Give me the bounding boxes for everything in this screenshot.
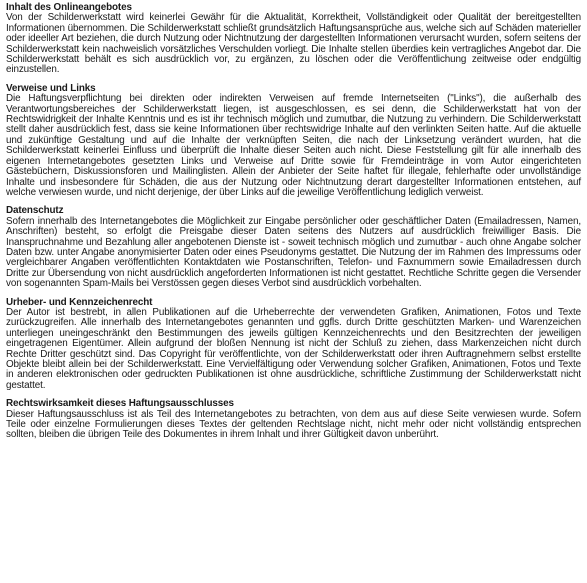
section-online-content — [6, 3, 581, 76]
section-data-privacy — [6, 206, 581, 289]
section-paragraph: Dieser Haftungsausschluss ist als Teil des Internetangebotes zu betrachten, von dem aus auf diese Seite verwiesen wurde. Sofern Teile oder einzelne Formulierungen dieses Textes der geltenden Rechtslage nicht, nicht mehr oder nicht vollständig entsprechen sollten, bleiben die übrigen Teile des Dokumentes in ihrem Inhalt und ihrer Gültigkeit davon unberührt. — [6, 408, 581, 441]
section-heading: Verweise und Links — [6, 82, 96, 94]
section-copyright-trademark — [6, 298, 581, 392]
section-paragraph: Der Autor ist bestrebt, in allen Publikationen auf die Urheberrechte der verwendeten Grafiken, Animationen, Fotos und Texte zurückzugreifen. Alle innerhalb des Internetangebotes genannten und ggfls. durch Dritte geschützten Marken- und Warenzeichen unterliegen uneingeschränkt den Bestimmungen des jeweils gültigen Kennzeichenrechts und den Besitzrechten der jeweiligen eingetragenen Eigentümer. Allein aufgrund der bloßen Nennung ist nicht der Schluß zu ziehen, dass Markenzeichen nicht durch Rechte Dritter geschützt sind. Das Copyright für veröffentlichte, von der Schilderwerkstatt oder ihren Auftragnehmern selbst erstellte Objekte bleibt allein bei der Schilderwerkstatt. Eine Vervielfältigung oder Verwendung solcher Grafiken, Animationen, Fotos und Texte in anderen elektronischen oder gedruckten Publikationen ist ohne ausdrückliche, schriftliche Zustimmung der Schilderwerkstatt nicht gestattet. — [6, 306, 581, 391]
section-heading: Inhalt des Onlineangebotes — [6, 2, 132, 13]
section-paragraph: Sofern innerhalb des Internetangebotes die Möglichkeit zur Eingabe persönlicher oder geschäftlicher Daten (Emailadressen, Namen, Anschriften) besteht, so erfolgt die Preisgabe dieser Daten seitens des Nutzers auf ausdrücklich freiwilliger Basis. Die Inanspruchnahme und Bezahlung aller angebotenen Dienste ist - soweit technisch möglich und zumutbar - auch ohne Angabe solcher Daten bzw. unter Angabe anonymisierter Daten oder eines Pseudonyms gestattet. Die Nutzung der im Rahmen des Impressums oder vergleichbarer Angaben veröffentlichten Kontaktdaten wie Postanschriften, Telefon- und Faxnummern sowie Emailadressen durch Dritte zur Übersendung von nicht ausdrücklich angeforderten Informationen ist nicht gestattet. Rechtliche Schritte gegen die Versender von sogenannten Spam-Mails bei Verstössen gegen dieses Verbot sind ausdrücklich vorbehalten. — [6, 215, 581, 290]
section-paragraph: Die Haftungsverpflichtung bei direkten oder indirekten Verweisen auf fremde Internetseiten ("Links"), die außerhalb des Verantwortungsbereiches der Schilderwerkstatt liegen, ist ausgeschlossen, es sei denn, die Schilderwerkstatt hat von der Rechtswidrigkeit der Inhalte Kenntnis und es ist ihr technisch möglich und zumutbar, die Nutzung zu verhindern. Die Schilderwerkstatt stellt daher ausdrücklich fest, dass sie keine Informationen über rechtswidrige Inhalte auf den verlinkten Seiten hatte. Auf die aktuelle und zukünftige Gestaltung und auf die Inhalte der verknüpften Seiten, die nach der Linksetzung verändert wurden, hat die Schilderwerkstatt keinerlei Einfluss und überprüft die Inhalte dieser Seiten auch nicht. Diese Feststellung gilt für alle innerhalb des eigenen Internetangebotes gesetzten Links und Verweise auf Dritte sowie für Fremdeinträge in vom Autor eingerichteten Gästebüchern, Diskussionsforen und Mailinglisten. Allein der Anbieter der Seite haftet für illegale, fehlerhafte oder unvollständige Inhalte und insbesondere für Schäden, die aus der Nutzung oder Nichtnutzung derart dargestellter Informationen entstehen, auf welche verwiesen wurde, und nicht derjenige, der über Links auf die jeweilige Veröffentlichung lediglich verweist. — [6, 93, 581, 198]
section-heading: Datenschutz — [6, 205, 64, 217]
section-heading: Rechtswirksamkeit dieses Haftungsausschlusses — [6, 398, 234, 410]
section-references-links — [6, 84, 581, 198]
section-heading: Urheber- und Kennzeichenrecht — [6, 296, 153, 308]
section-paragraph: Von der Schilderwerkstatt wird keinerlei Gewähr für die Aktualität, Korrektheit, Vollständigkeit oder Qualität der bereitgestellten Informationen übernommen. Die Schilderwerkstatt schließt grundsätzlich Haftungsansprüche aus, welche sich auf Schäden materieller oder ideeller Art beziehen, die durch Nutzung oder Nichtnutzung der dargestellten Informationen verursacht wurden, sofern seitens der Schilderwerkstatt kein nachweislich vorsätzliches Verschulden vorliegt. Die Inhalte stellen überdies kein vertragliches Angebot dar. Die Schilderwerkstatt behält es sich ausdrücklich vor, zu ergänzen, zu löschen oder die Veröffentlichung zeitweise oder endgültig einzustellen. — [6, 12, 581, 76]
section-legal-validity — [6, 399, 581, 441]
